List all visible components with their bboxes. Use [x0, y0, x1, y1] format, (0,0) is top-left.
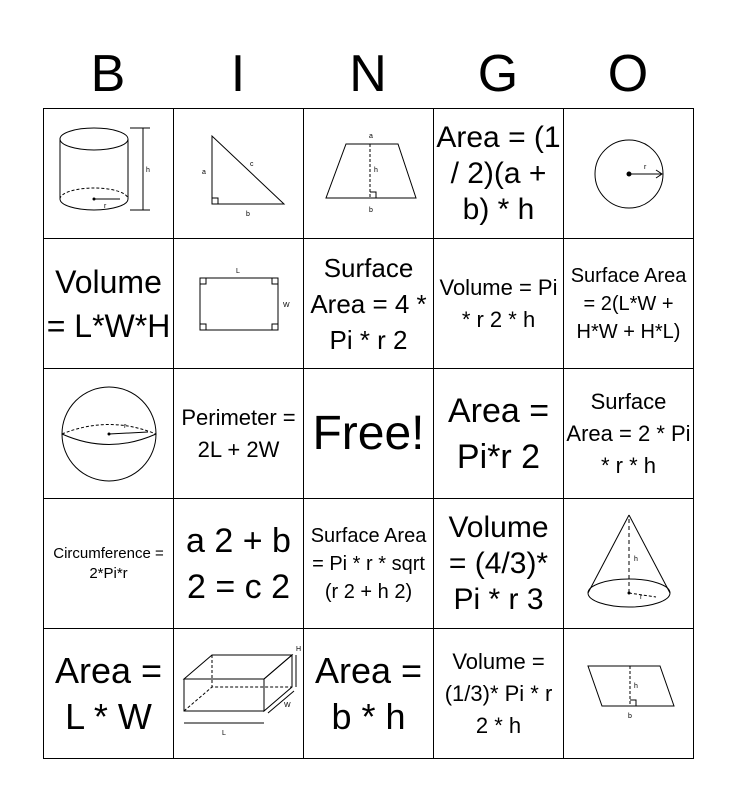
shape-label: h	[145, 166, 150, 174]
bingo-cell[interactable]	[304, 499, 434, 629]
trapezoid-icon	[314, 126, 424, 221]
bingo-cell[interactable]	[434, 499, 564, 629]
shape-label: r	[123, 422, 126, 430]
bingo-cell[interactable]	[174, 109, 304, 239]
header-letter-i: I	[230, 45, 246, 103]
formula-text: Area = (1 / 2)(a + b) * h	[436, 120, 561, 226]
shape-label: h	[633, 555, 638, 563]
parallelogram-icon	[574, 654, 684, 734]
shape-label: b	[627, 712, 632, 720]
formula-text: Volume = (1/3)* Pi * r 2 * h	[444, 648, 553, 738]
shape-label: r	[103, 202, 106, 210]
bingo-cell[interactable]	[564, 239, 694, 369]
bingo-cell[interactable]	[564, 109, 694, 239]
header-letter-o: O	[607, 45, 649, 103]
shape-label: h	[373, 167, 378, 174]
bingo-cell[interactable]	[564, 499, 694, 629]
shape-label: L	[221, 729, 226, 737]
shape-label: b	[245, 211, 250, 218]
bingo-cell[interactable]	[304, 239, 434, 369]
formula-text: Area = b * h	[314, 649, 423, 737]
bingo-cell[interactable]	[44, 109, 174, 239]
bingo-cell[interactable]	[174, 239, 304, 369]
bingo-cell[interactable]	[174, 499, 304, 629]
circle-radius-icon	[584, 129, 674, 219]
bingo-header	[43, 40, 693, 108]
bingo-cell[interactable]	[434, 109, 564, 239]
right-triangle-icon	[184, 126, 294, 221]
header-letter-n: N	[349, 45, 387, 103]
formula-text: Perimeter = 2L + 2W	[181, 404, 296, 462]
sphere-icon	[56, 381, 162, 487]
bingo-cell[interactable]	[44, 369, 174, 499]
rectangle-icon	[184, 264, 294, 344]
formula-text: Area = Pi*r 2	[447, 391, 550, 476]
formula-text: Circumference = 2*Pi*r	[53, 544, 164, 582]
formula-text: Surface Area = Pi * r * sqrt (r 2 + h 2)	[310, 524, 427, 603]
shape-label: r	[643, 163, 646, 171]
bingo-cell[interactable]	[564, 369, 694, 499]
header-letter-g: G	[477, 45, 519, 103]
cone-icon	[576, 509, 682, 619]
formula-text: Surface Area = 2(L*W + H*W + H*L)	[570, 264, 687, 343]
shape-label: W	[282, 301, 290, 309]
shape-label: W	[283, 701, 291, 709]
bingo-cell[interactable]	[174, 369, 304, 499]
shape-label: H	[295, 645, 301, 653]
bingo-cell[interactable]	[434, 369, 564, 499]
formula-text: Area = L * W	[54, 649, 163, 737]
bingo-cell[interactable]	[304, 629, 434, 759]
bingo-cell[interactable]	[174, 629, 304, 759]
formula-text: Volume = (4/3)* Pi * r 3	[448, 510, 549, 616]
formula-text: Volume = L*W*H	[46, 263, 171, 344]
formula-text: Surface Area = 4 * Pi * r 2	[310, 252, 427, 355]
bingo-cell[interactable]	[434, 629, 564, 759]
shape-label: b	[368, 207, 373, 214]
bingo-cell[interactable]	[564, 629, 694, 759]
bingo-cell[interactable]	[434, 239, 564, 369]
bingo-board	[43, 108, 694, 759]
formula-text: a 2 + b 2 = c 2	[186, 521, 291, 606]
free-space-label: Free!	[312, 406, 425, 460]
cylinder-icon	[54, 124, 164, 224]
bingo-cell[interactable]	[44, 239, 174, 369]
formula-text: Surface Area = 2 * Pi * r * h	[566, 388, 691, 478]
shape-label: a	[368, 133, 373, 140]
shape-label: a	[201, 169, 206, 176]
formula-text: Volume = Pi * r 2 * h	[439, 274, 558, 332]
shape-label: L	[235, 267, 240, 275]
rectangular-prism-icon	[176, 639, 302, 749]
bingo-cell[interactable]	[304, 109, 434, 239]
bingo-cell[interactable]	[304, 369, 434, 499]
bingo-cell[interactable]	[44, 499, 174, 629]
shape-label: h	[633, 682, 638, 690]
header-letter-b: B	[90, 45, 126, 103]
bingo-cell[interactable]	[44, 629, 174, 759]
shape-label: r	[639, 593, 642, 601]
shape-label: c	[249, 161, 253, 168]
